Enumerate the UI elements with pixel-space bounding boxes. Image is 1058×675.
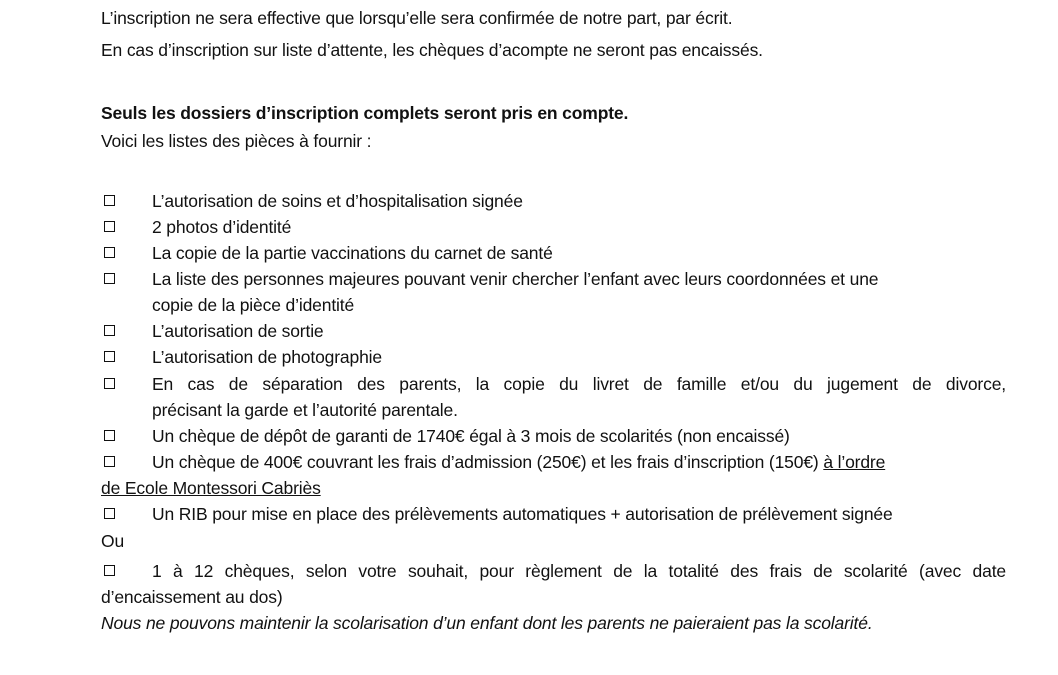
list-item: 2 photos d’identité	[152, 217, 292, 237]
list-item-continuation: précisant la garde et l’autorité parentale.	[152, 400, 458, 420]
checkbox-icon[interactable]	[104, 351, 115, 362]
checkbox-icon[interactable]	[104, 456, 115, 467]
list-intro: Voici les listes des pièces à fournir :	[101, 131, 372, 151]
checkbox-icon[interactable]	[104, 247, 115, 258]
list-item-continuation: copie de la pièce d’identité	[152, 295, 355, 315]
checkbox-icon[interactable]	[104, 221, 115, 232]
intro-line-2: En cas d’inscription sur liste d’attente, les chèques d’acompte ne seront pas encaissés.	[101, 40, 763, 60]
list-item: L’autorisation de soins et d’hospitalisation signée	[152, 191, 523, 211]
list-item	[152, 450, 885, 474]
complete-files-notice: Seuls les dossiers d’inscription complets seront pris en compte.	[101, 103, 629, 123]
checkbox-icon[interactable]	[104, 378, 115, 389]
closing-note: Nous ne pouvons maintenir la scolarisation d’un enfant dont les parents ne paieraient pas la scolarité.	[101, 613, 873, 633]
checkbox-icon[interactable]	[104, 508, 115, 519]
list-item: Un chèque de dépôt de garanti de 1740€ égal à 3 mois de scolarités (non encaissé)	[152, 426, 790, 446]
list-item: L’autorisation de photographie	[152, 347, 382, 367]
list-item: 1 à 12 chèques, selon votre souhait, pour règlement de la totalité des frais de scolarité (avec date	[152, 561, 1006, 581]
list-item: Un RIB pour mise en place des prélèvements automatiques + autorisation de prélèvement signée	[152, 504, 893, 524]
list-item-continuation: d’encaissement au dos)	[101, 587, 283, 607]
checkbox-icon[interactable]	[104, 195, 115, 206]
payee-underlined: à l’ordre	[823, 452, 886, 472]
list-item: En cas de séparation des parents, la copie du livret de famille et/ou du jugement de divorce,	[152, 374, 1006, 394]
payee-name: de Ecole Montessori Cabriès	[101, 478, 321, 498]
list-item: L’autorisation de sortie	[152, 321, 324, 341]
checkbox-icon[interactable]	[104, 430, 115, 441]
checkbox-icon[interactable]	[104, 325, 115, 336]
intro-line-1: L’inscription ne sera effective que lorsqu’elle sera confirmée de notre part, par écrit.	[101, 8, 733, 28]
list-item: La copie de la partie vaccinations du carnet de santé	[152, 243, 553, 263]
or-label: Ou	[101, 531, 125, 551]
list-item: La liste des personnes majeures pouvant venir chercher l’enfant avec leurs coordonnées et une	[152, 269, 879, 289]
list-item-text: Un chèque de 400€ couvrant les frais d’admission (250€) et les frais d’inscription (150€)	[152, 452, 824, 472]
checkbox-icon[interactable]	[104, 273, 115, 284]
checkbox-icon[interactable]	[104, 565, 115, 576]
